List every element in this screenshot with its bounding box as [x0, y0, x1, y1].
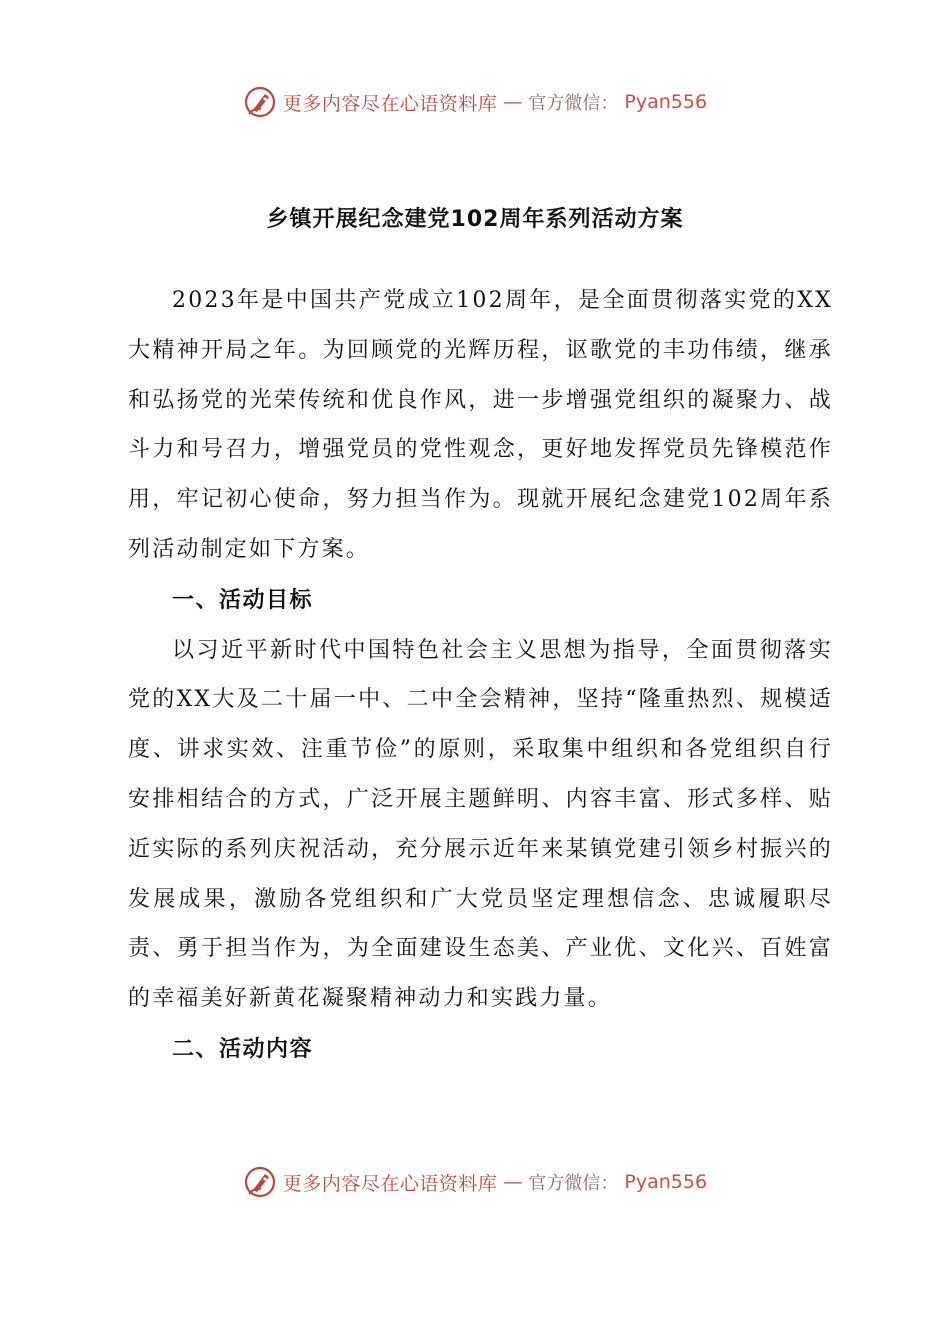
- pen-nib-logo-icon: [243, 85, 277, 119]
- intro-paragraph: 2023年是中国共产党成立102周年，是全面贯彻落实党的XX大精神开局之年。为回顾党的光辉历程，讴歌党的丰功伟绩，继承和弘扬党的光荣传统和优良作风，进一步增强党组织的凝聚力、战斗力和号召力，增强党员的党性观念，更好地发挥党员先锋模范作用，牢记初心使命，努力担当作为。现就开展纪念建党102周年系列活动制定如下方案。: [128, 288, 833, 562]
- document-body: [128, 276, 833, 1075]
- section-body-goals: 以习近平新时代中国特色社会主义思想为指导，全面贯彻落实党的XX大及二十届一中、二中全会精神，坚持“隆重热烈、规模适度、讲求实效、注重节俭”的原则，采取集中组织和各党组织自行安排相结合的方式，广泛开展主题鲜明、内容丰富、形式多样、贴近实际的系列庆祝活动，充分展示近年来某镇党建引领乡村振兴的发展成果，激励各党组织和广大党员坚定理想信念、忠诚履职尽责、勇于担当作为，为全面建设生态美、产业优、文化兴、百姓富的幸福美好新黄花凝聚精神动力和实践力量。: [128, 637, 833, 1012]
- footer-watermark-banner: [0, 1160, 950, 1204]
- watermark-wechat-label: 官方微信：: [528, 1173, 619, 1194]
- watermark-dash: —: [503, 1171, 523, 1193]
- watermark-wechat-id: Pyan556: [624, 91, 708, 113]
- watermark-wechat-label: 官方微信：: [528, 93, 619, 114]
- header-watermark-banner: [0, 80, 950, 124]
- pen-nib-logo-icon: [243, 1165, 277, 1199]
- watermark-site-text: 更多内容尽在心语资料库: [282, 1172, 498, 1195]
- watermark-dash: —: [503, 91, 523, 113]
- section-heading-content: 二、活动内容: [172, 1036, 314, 1062]
- section-heading-goals: 一、活动目标: [172, 587, 314, 613]
- watermark-content: [243, 85, 707, 119]
- watermark-site-text: 更多内容尽在心语资料库: [282, 92, 498, 115]
- document-title: 乡镇开展纪念建党102周年系列活动方案: [266, 207, 684, 232]
- watermark-wechat-id: Pyan556: [624, 1171, 708, 1193]
- watermark-content: [243, 1165, 707, 1199]
